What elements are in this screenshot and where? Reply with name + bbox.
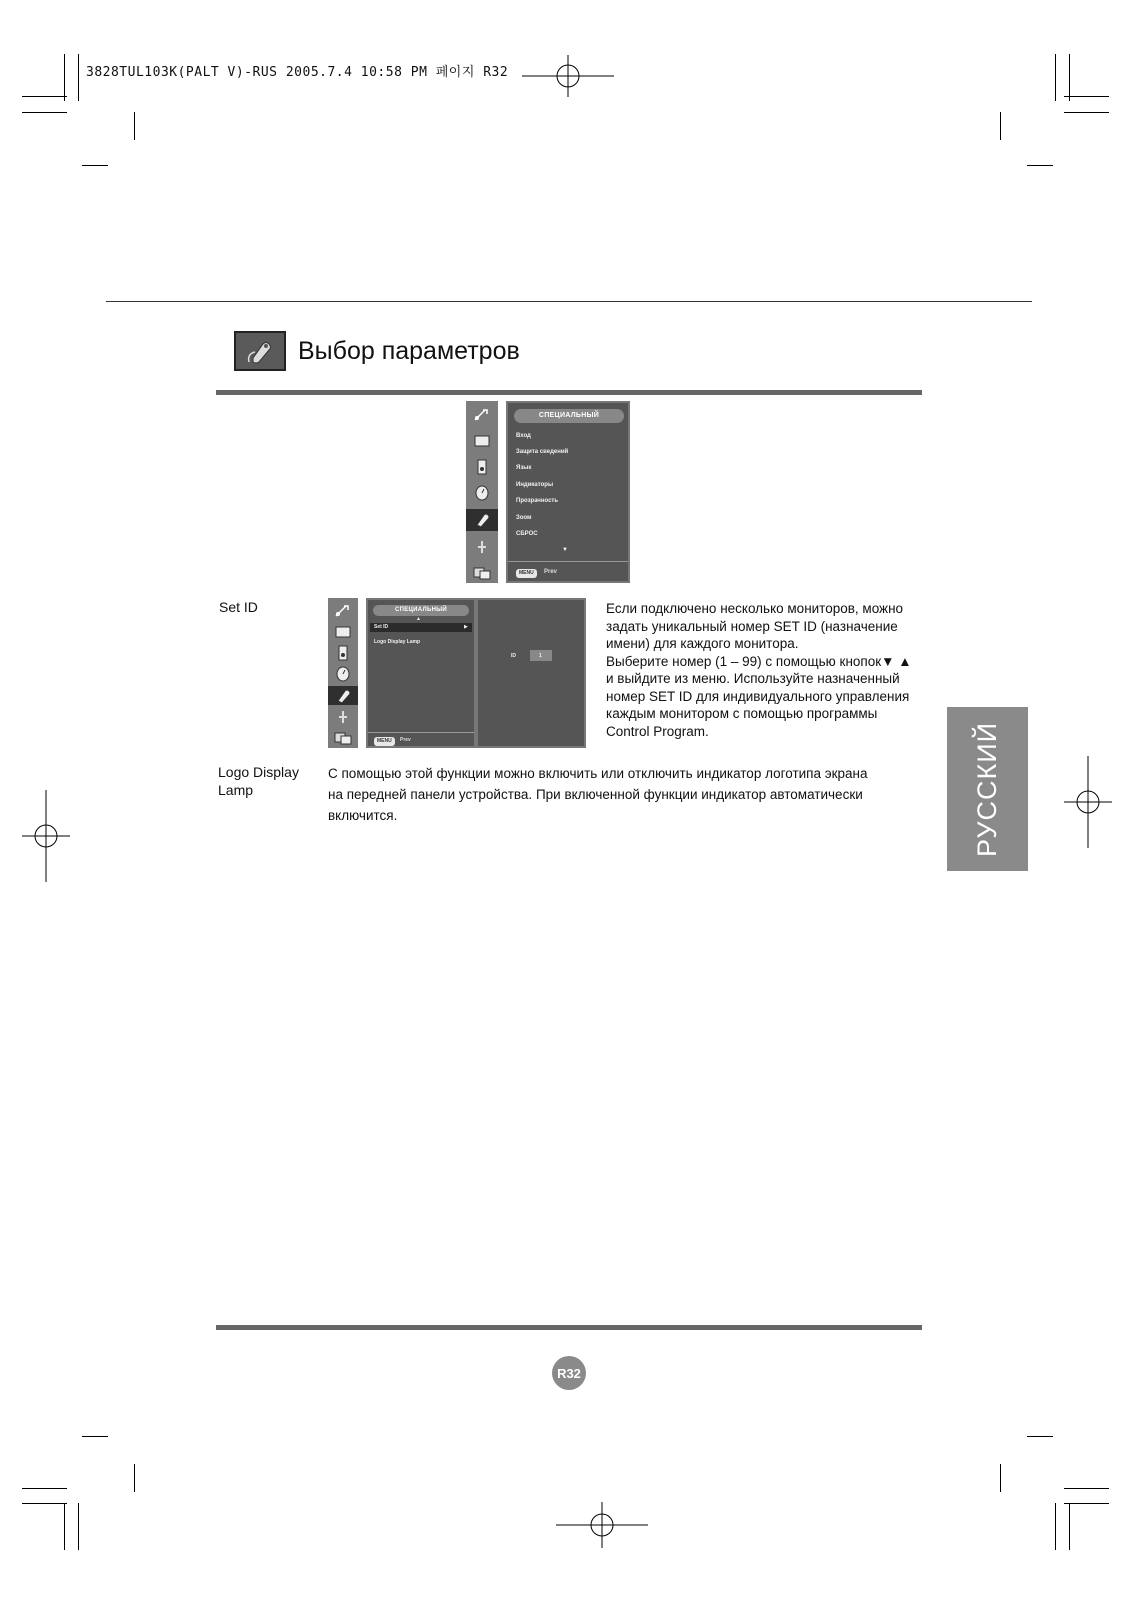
logo-lamp-description	[328, 763, 918, 826]
registration-mark-top	[522, 55, 614, 97]
submenu-arrow: ▶	[464, 624, 468, 630]
title-underline	[216, 390, 922, 395]
osd-panel-main	[506, 401, 630, 583]
osd-footer-rule	[368, 732, 474, 733]
pip-icon	[330, 729, 356, 748]
prev-label: Prev	[544, 569, 558, 575]
text-line: на передней панели устройства. При включенной функции индикатор автоматически	[328, 787, 863, 802]
osd-item: Защита сведений	[516, 449, 569, 455]
id-value-label: ID	[511, 653, 516, 659]
osd-icon-bar	[466, 401, 498, 583]
text-line: имени) для каждого монитора.	[606, 636, 799, 651]
label-line: Logo Display	[218, 764, 299, 780]
label-line: Lamp	[218, 782, 254, 798]
osd-item: Вход	[516, 433, 531, 439]
text-line: номер SET ID для индивидуального управления	[606, 688, 910, 704]
special-option-icon	[466, 509, 498, 531]
picture-adjust-icon	[330, 601, 356, 620]
registration-mark-bottom	[556, 1502, 648, 1548]
registration-mark-right	[1064, 756, 1112, 848]
timer-icon	[330, 665, 356, 684]
text-line: Выберите номер (1 – 99) с помощью кнопок▼ ▲	[606, 653, 912, 669]
sound-icon	[469, 457, 495, 477]
osd-panel-setid	[366, 598, 476, 748]
footer-rule	[216, 1325, 922, 1330]
option-tag-icon	[234, 331, 286, 371]
header-rule	[106, 301, 1032, 302]
osd-header: СПЕЦИАЛЬНЫЙ	[373, 605, 469, 616]
pip-icon	[469, 563, 495, 583]
menu-key-icon: MENU	[516, 569, 537, 578]
section-label-logo-lamp	[218, 763, 299, 799]
osd-item: СБРОС	[516, 531, 538, 537]
set-id-description	[606, 600, 926, 740]
page-title: Выбор параметров	[298, 336, 520, 365]
text-line: Если подключено несколько мониторов, можно	[606, 601, 904, 616]
osd-footer-rule	[508, 561, 628, 562]
osd-item: Прозрачность	[516, 498, 559, 504]
registration-mark-left	[22, 790, 70, 882]
osd-item: Язык	[516, 465, 532, 471]
osd-item-set-id: Set ID	[374, 624, 389, 630]
language-label: РУССКИЙ	[972, 721, 1003, 857]
special-option-icon	[328, 686, 358, 705]
text-line: каждым монитором с помощью программы	[606, 706, 878, 721]
sound-icon	[330, 644, 356, 663]
scroll-up-arrow: ▲	[416, 616, 421, 622]
title-row	[234, 330, 520, 372]
text-line: Control Program.	[606, 723, 709, 739]
print-slug: 3828TUL103K(PALT V)-RUS 2005.7.4 10:58 PM 페이지 R32	[86, 65, 509, 80]
osd-icon-bar	[328, 598, 358, 748]
screen-icon	[330, 622, 356, 641]
menu-key-icon: MENU	[374, 737, 395, 746]
text-line: С помощью этой функции можно включить или отключить индикатор логотипа экрана	[328, 766, 868, 781]
osd-header: СПЕЦИАЛЬНЫЙ	[514, 409, 624, 423]
prev-label: Prev	[400, 737, 411, 743]
section-label-set-id: Set ID	[219, 599, 258, 615]
id-value: 1	[539, 653, 542, 659]
text-line: включится.	[328, 808, 398, 823]
input-source-icon	[330, 707, 356, 726]
osd-item: Зоом	[516, 515, 532, 521]
screen-icon	[469, 431, 495, 451]
timer-icon	[469, 483, 495, 503]
text-line: и выйдите из меню. Используйте назначенный	[606, 671, 900, 686]
osd-item-logo-lamp: Logo Display Lamp	[374, 639, 421, 645]
page-number-badge: R32	[552, 1356, 586, 1390]
osd-value-panel	[476, 598, 586, 748]
picture-adjust-icon	[469, 405, 495, 425]
input-source-icon	[469, 537, 495, 557]
text-line: задать уникальный номер SET ID (назначение	[606, 618, 898, 634]
language-side-tab	[947, 707, 1028, 871]
scroll-down-arrow: ▼	[562, 547, 568, 553]
osd-item: Индикаторы	[516, 482, 554, 488]
